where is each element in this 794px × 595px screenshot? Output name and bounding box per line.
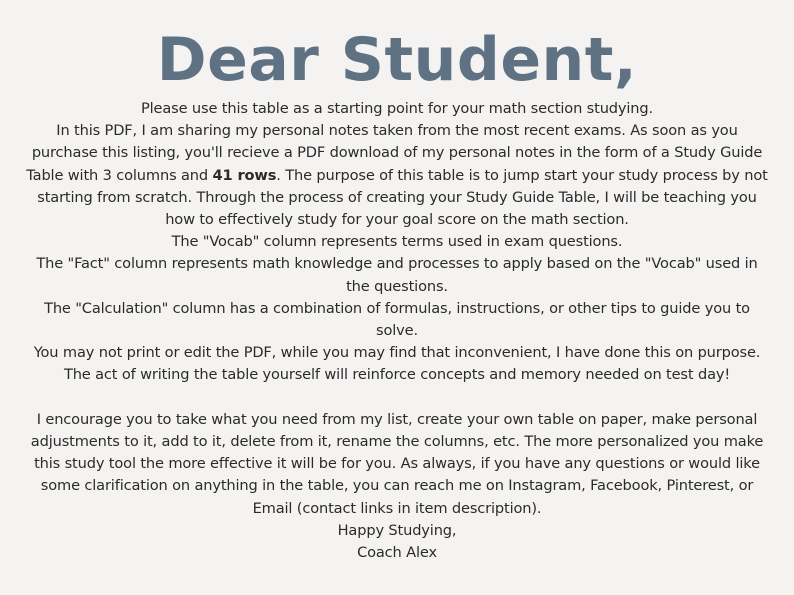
row-count: 41 rows xyxy=(212,166,277,184)
body-line-table-size xyxy=(10,165,784,187)
body-line: I encourage you to take what you need from my list, create your own table on paper, make personal xyxy=(36,410,758,428)
body-line: In this PDF, I am sharing my personal notes taken from the most recent exams. As soon as you xyxy=(56,122,738,140)
body-line: Please use this table as a starting point for your math section studying. xyxy=(140,100,654,117)
body-line: this study tool the more effective it will be for you. As always, if you have any questions or would like xyxy=(34,455,760,473)
fact-column-line: The "Fact" column represents math knowledge and processes to apply based on the "Vocab" used in xyxy=(36,255,758,273)
body-line: starting from scratch. Through the process of creating your Study Guide Table, I will be teaching you xyxy=(37,188,757,206)
paragraph-gap xyxy=(10,387,784,409)
body-line: how to effectively study for your goal score on the math section. xyxy=(165,211,629,229)
calculation-column-line: The "Calculation" column has a combination of formulas, instructions, or other tips to guide you to xyxy=(44,299,750,317)
table-purpose-text: . The purpose of this table is to jump start your study process by not xyxy=(276,166,768,184)
signature: Coach Alex xyxy=(357,544,437,562)
body-line: Email (contact links in item description). xyxy=(252,499,542,517)
page-title: Dear Student, xyxy=(156,25,638,95)
body-line: adjustments to it, add to it, delete from it, rename the columns, etc. The more personalized you make xyxy=(30,433,764,451)
body-line: You may not print or edit the PDF, while you may find that inconvenient, I have done this on purpose. xyxy=(33,344,761,362)
table-size-text: Table with 3 columns and xyxy=(26,166,213,184)
vocab-column-line: The "Vocab" column represents terms used in exam questions. xyxy=(171,233,623,251)
sign-off: Happy Studying, xyxy=(337,521,457,539)
body-line: some clarification on anything in the table, you can reach me on Instagram, Facebook, Pinterest, or xyxy=(40,477,754,495)
body-line: purchase this listing, you'll recieve a PDF download of my personal notes in the form of a Study Guide xyxy=(31,144,763,162)
body-line: The act of writing the table yourself will reinforce concepts and memory needed on test day! xyxy=(63,366,731,384)
body-line: solve. xyxy=(376,322,418,340)
body-line: the questions. xyxy=(346,277,448,295)
letter-body xyxy=(10,98,784,564)
